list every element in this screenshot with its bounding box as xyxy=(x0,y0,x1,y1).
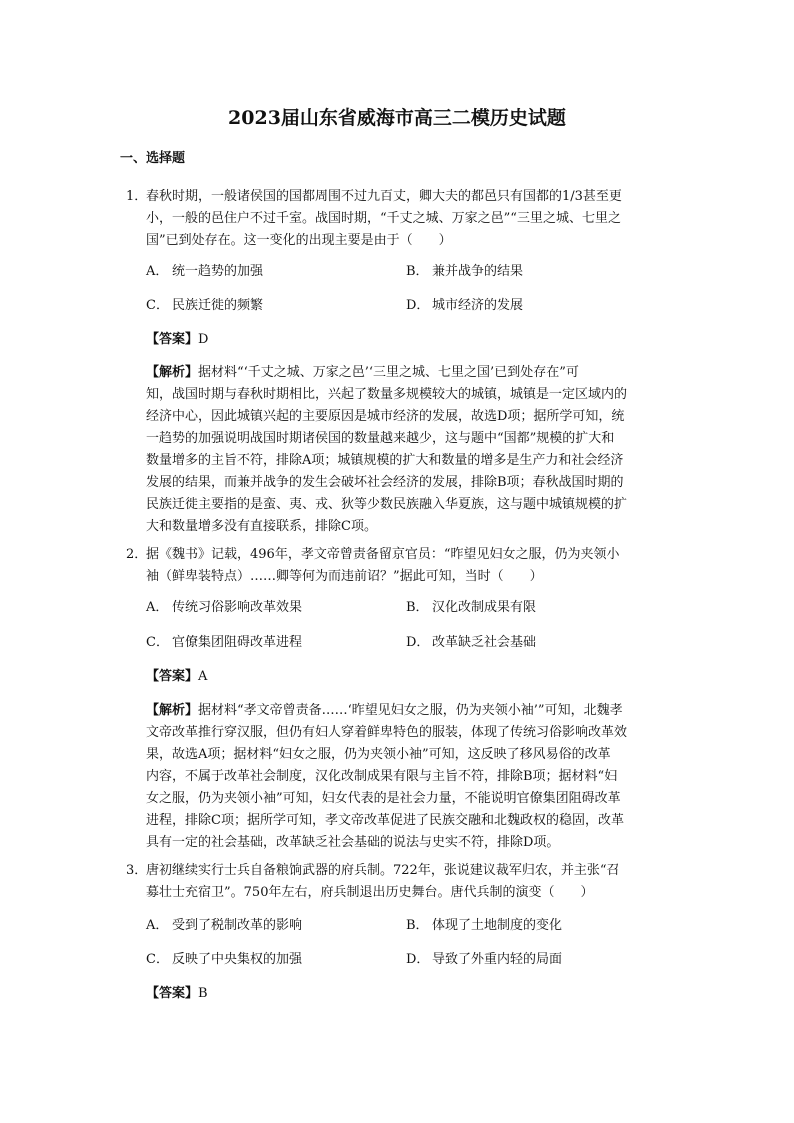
answer-line: 【答案】D xyxy=(146,332,209,347)
option-a: A． 受到了税制改革的影响 xyxy=(146,918,303,933)
answer-line: 【答案】A xyxy=(146,669,208,684)
stem-line: 袖（鲜卑装特点）……卿等何为而违前诏？”据此可知，当时（ ） xyxy=(146,569,543,584)
option-a: A． 传统习俗影响改革效果 xyxy=(146,600,303,615)
option-c: C． 民族迁徙的频繁 xyxy=(146,298,264,313)
question-2-stem-cont xyxy=(146,566,543,588)
stem-line: 春秋时期，一般诸侯国的国都周围不过九百丈，卿大夫的都邑只有国都的1/3甚至更 xyxy=(146,189,622,204)
question-number: 1． xyxy=(126,189,148,204)
option-b: B． 汉化改制成果有限 xyxy=(406,600,537,615)
section-heading: 一、选择题 xyxy=(120,151,186,166)
question-number: 3． xyxy=(126,863,148,878)
answer-line: 【答案】B xyxy=(146,986,208,1001)
question-1-stem xyxy=(126,186,622,208)
stem-line: 据《魏书》记载，496年，孝文帝曾责备留京官员：“昨望见妇女之服，仍为夹领小 xyxy=(146,547,620,562)
analysis-block: 【解析】据材料“‘千丈之城、万家之邑’‘三里之城、七里之国’已到处存在”可 知，战国时期与春秋时期相比，兴起了数量多规模较大的城镇，城镇是一定区域内的 经济中心，因此城镇兴起的主要原因是城市经济的发展，故选D项；据所学可知，统 一趋势的加强说明战国时期诸侯国的数量越来越少，这与题中“国都”规模的扩大和 数量增多的主旨不符，排除A项；城镇规模的扩大和数量的增多是生产力和社会经济 发展的结果，而兼并战争的发生会破坏社会经济的发展，排除B项；春秋战国时期的 民族迁徙主要指的是蛮、夷、戎、狄等少数民族融入华夏族，这与题中城镇规模的扩 大和数量增多没有直接联系，排除C项。 xyxy=(146,365,628,534)
option-d: D． 导致了外重内轻的局面 xyxy=(406,952,563,967)
stem-line: 小，一般的邑住户不过千室。战国时期，“千丈之城、万家之邑”“三里之城、七里之 xyxy=(146,211,621,226)
stem-line: 国”已到处存在。这一变化的出现主要是由于（ ） xyxy=(146,233,452,248)
option-a: A． 统一趋势的加强 xyxy=(146,264,264,279)
stem-line: 募壮士充宿卫”。750年左右，府兵制退出历史舞台。唐代兵制的演变（ ） xyxy=(146,885,594,900)
question-2-stem xyxy=(126,544,619,566)
question-number: 2． xyxy=(126,547,148,562)
question-1-stem-cont xyxy=(146,208,621,252)
analysis-block: 【解析】据材料“孝文帝曾责备……‘昨望见妇女之服，仍为夹领小袖’”可知，北魏孝 文帝改革推行穿汉服，但仍有妇人穿着鲜卑特色的服装，体现了传统习俗影响改革效 果，故选A项；据材料“妇女之服，仍为夹领小袖”可知，这反映了移风易俗的改革 内容，不属于改革社会制度，汉化改制成果有限与主旨不符，排除B项；据材料“妇 女之服，仍为夹领小袖”可知，妇女代表的是社会力量，不能说明官僚集团阻碍改革 进程，排除C项；据所学可知，孝文帝改革促进了民族交融和北魏政权的稳固，改革 具有一定的社会基础，改革缺乏社会基础的说法与史实不符，排除D项。 xyxy=(146,703,628,850)
option-b: B． 兼并战争的结果 xyxy=(406,264,524,279)
question-3-stem xyxy=(126,860,619,882)
stem-line: 唐初继续实行士兵自备粮饷武器的府兵制。722年，张说建议裁军归农，并主张“召 xyxy=(146,863,620,878)
option-c: C． 官僚集团阻碍改革进程 xyxy=(146,635,303,650)
option-b: B． 体现了土地制度的变化 xyxy=(406,918,563,933)
option-d: D． 城市经济的发展 xyxy=(406,298,524,313)
page-title: 2023届山东省威海市高三二模历史试题 xyxy=(228,107,566,129)
option-c: C． 反映了中央集权的加强 xyxy=(146,952,303,967)
option-d: D． 改革缺乏社会基础 xyxy=(406,635,537,650)
question-3-stem-cont xyxy=(146,882,593,904)
